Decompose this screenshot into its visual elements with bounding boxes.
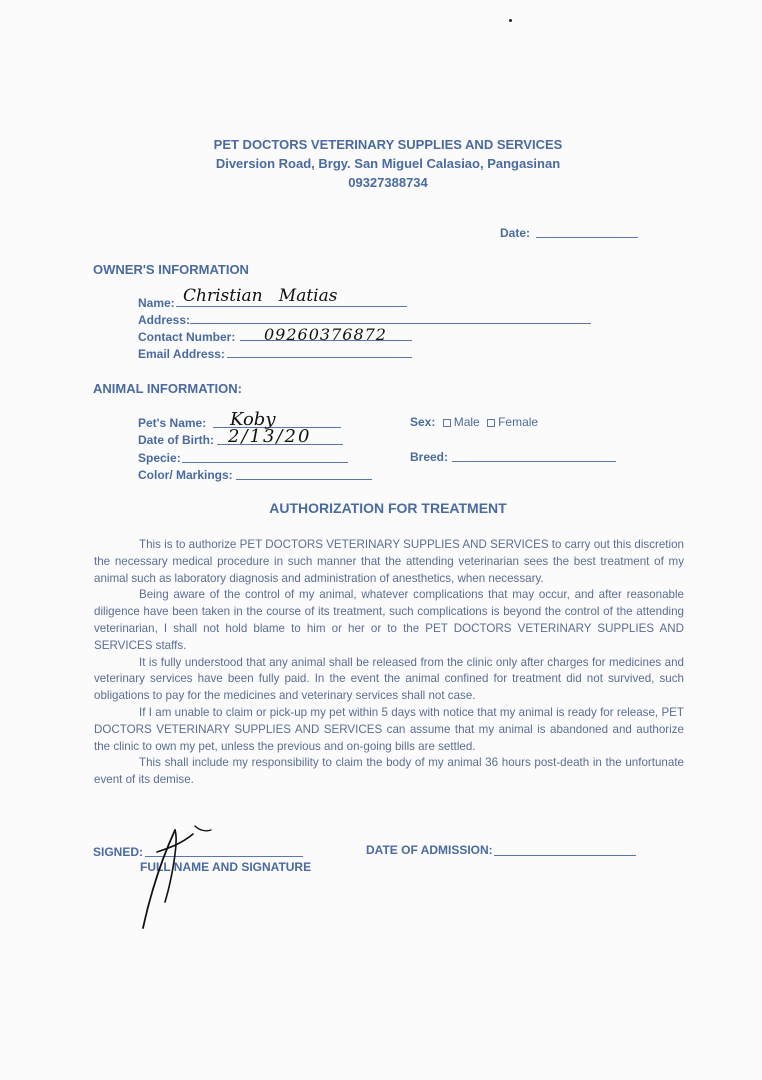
date-line[interactable] [536, 237, 638, 238]
sex-male-checkbox[interactable] [443, 419, 451, 427]
animal-section-title: ANIMAL INFORMATION: [93, 381, 242, 396]
authorization-paragraph: This is to authorize PET DOCTORS VETERINARY SUPPLIES AND SERVICES to carry out this discretion the necessary medical procedure in such manner that the attending veterinarian sees the best treatment of my animal such as laboratory diagnosis and administration of anesthetics, when necessary. [94, 538, 684, 585]
breed-label: Breed: [410, 450, 449, 464]
owner-name-label: Name: [138, 296, 175, 310]
authorization-title: AUTHORIZATION FOR TREATMENT [269, 500, 507, 516]
sex-label: Sex: [410, 415, 436, 429]
color-markings-line[interactable] [236, 479, 372, 480]
sex-female-checkbox[interactable] [487, 419, 495, 427]
scan-speck [509, 19, 512, 22]
dob-value: 2/13/20 [228, 426, 312, 447]
specie-line[interactable] [182, 462, 348, 463]
owner-section-title: OWNER'S INFORMATION [93, 262, 249, 277]
email-label: Email Address: [138, 347, 225, 361]
date-of-admission-line[interactable] [494, 855, 636, 856]
signature-caption: FULL NAME AND SIGNATURE [140, 860, 312, 874]
date-label: Date: [500, 226, 531, 240]
color-markings-label: Color/ Markings: [138, 468, 233, 482]
authorization-paragraph: Being aware of the control of my animal, whatever complications that may occur, and after reasonable diligence have been taken in the course of its treatment, such complications is beyond the control of the attending veterinarian, I shall not hold blame to him or her or to the PET DOCTORS VETERINARY SUPPLIES AND SERVICES staffs. [94, 588, 684, 652]
owner-name-value: Christian Matias [183, 286, 338, 306]
contact-number-label: Contact Number: [138, 330, 236, 344]
pet-name-value: Koby [230, 409, 276, 430]
authorization-paragraph: It is fully understood that any animal shall be released from the clinic only after charges for medicines and veterinary services have been fully paid. In the event the animal confined for treatment did not survived, such obligations to pay for the medicines and veterinary services shall not case. [94, 655, 684, 703]
sex-field [410, 415, 538, 429]
authorization-paragraph: If I am unable to claim or pick-up my pet within 5 days with notice that my animal is ready for release, PET DOCTORS VETERINARY SUPPLIES AND SERVICES can assume that my animal is abandoned and authorize the clinic to own my pet, unless the previous and on-going bills are settled. [94, 705, 684, 753]
authorization-paragraph: This shall include my responsibility to claim the body of my animal 36 hours post-death in the unfortunate event of its demise. [94, 756, 684, 787]
signed-label: SIGNED: [93, 845, 144, 859]
pet-name-label: Pet's Name: [138, 416, 207, 430]
owner-name-line[interactable] [176, 306, 407, 307]
company-phone: 09327388734 [348, 175, 428, 190]
breed-line[interactable] [452, 461, 616, 462]
sex-male-label: Male [453, 415, 480, 429]
sex-female-label: Female [498, 415, 539, 429]
date-of-admission-label: DATE OF ADMISSION: [366, 843, 493, 857]
specie-label: Specie: [138, 451, 181, 465]
dob-label: Date of Birth: [138, 433, 214, 447]
company-address: Diversion Road, Brgy. San Miguel Calasiao, Pangasinan [215, 156, 561, 171]
company-name: PET DOCTORS VETERINARY SUPPLIES AND SERVICES [213, 137, 563, 152]
owner-address-line[interactable] [190, 323, 591, 324]
authorization-body [94, 537, 684, 789]
contact-number-value: 09260376872 [264, 325, 387, 344]
email-line[interactable] [227, 357, 412, 358]
owner-address-label: Address: [138, 313, 191, 327]
handwritten-signature [135, 822, 225, 932]
